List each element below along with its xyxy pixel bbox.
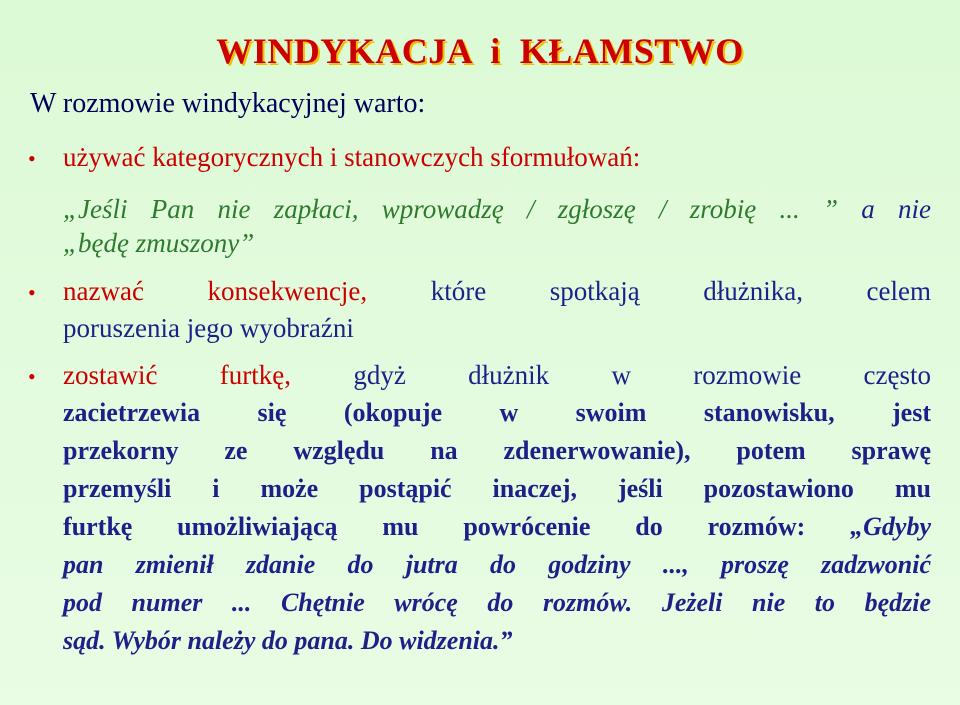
bullet-1-quote-line-1: [63, 190, 931, 228]
intro-text: W rozmowie windykacyjnej warto:: [30, 88, 426, 119]
bullet-3-line-7: pod numer ... Chętnie wrócę do rozmów. Jeżeli nie to będzie: [63, 588, 931, 617]
bullet-3-line-6: pan zmienił zdanie do jutra do godziny ..., proszę zadzwonić: [63, 550, 931, 579]
bullet-3-lead: zostawić furtkę,: [63, 360, 291, 390]
bullet-2-line-1: [63, 272, 931, 310]
page-title: WINDYKACJA i KŁAMSTWO: [216, 31, 744, 71]
bullet-2-lead: nazwać konsekwencje,: [63, 276, 368, 306]
bullet-3-line-2: zacietrzewia się (okopuje w swoim stanowisku, jest: [63, 398, 931, 427]
bullet-icon: •: [28, 280, 36, 305]
bullet-3-quote-start: „Gdyby: [850, 512, 931, 541]
bullet-2-line-2: poruszenia jego wyobraźni: [63, 313, 354, 343]
bullet-1-quote-tail: a nie: [861, 194, 931, 224]
bullet-1-quote: „Jeśli Pan nie zapłaci, wprowadzę / zgłoszę / zrobię ... ”: [63, 194, 838, 224]
bullet-3-line-4: przemyśli i może postąpić inaczej, jeśli pozostawiono mu: [63, 474, 931, 503]
bullet-3-line-3: przekorny ze względu na zdenerwowanie), potem sprawę: [63, 436, 931, 465]
bullet-3-line-5: [63, 508, 931, 546]
bullet-3-line-8: sąd. Wybór należy do pana. Do widzenia.”: [63, 626, 513, 655]
bullet-icon: •: [28, 146, 36, 171]
bullet-3-rest: gdyż dłużnik w rozmowie często: [353, 360, 931, 390]
bullet-2-rest: które spotkają dłużnika, celem: [430, 276, 931, 306]
bullet-icon: •: [28, 364, 36, 389]
bullet-3-line-5-text: furtkę umożliwiającą mu powrócenie do rozmów:: [63, 512, 806, 541]
bullet-3-line-1: [63, 356, 931, 394]
bullet-1-quote-line-2: „będę zmuszony”: [63, 228, 255, 258]
bullet-1-lead: używać kategorycznych i stanowczych sformułowań:: [63, 142, 641, 172]
